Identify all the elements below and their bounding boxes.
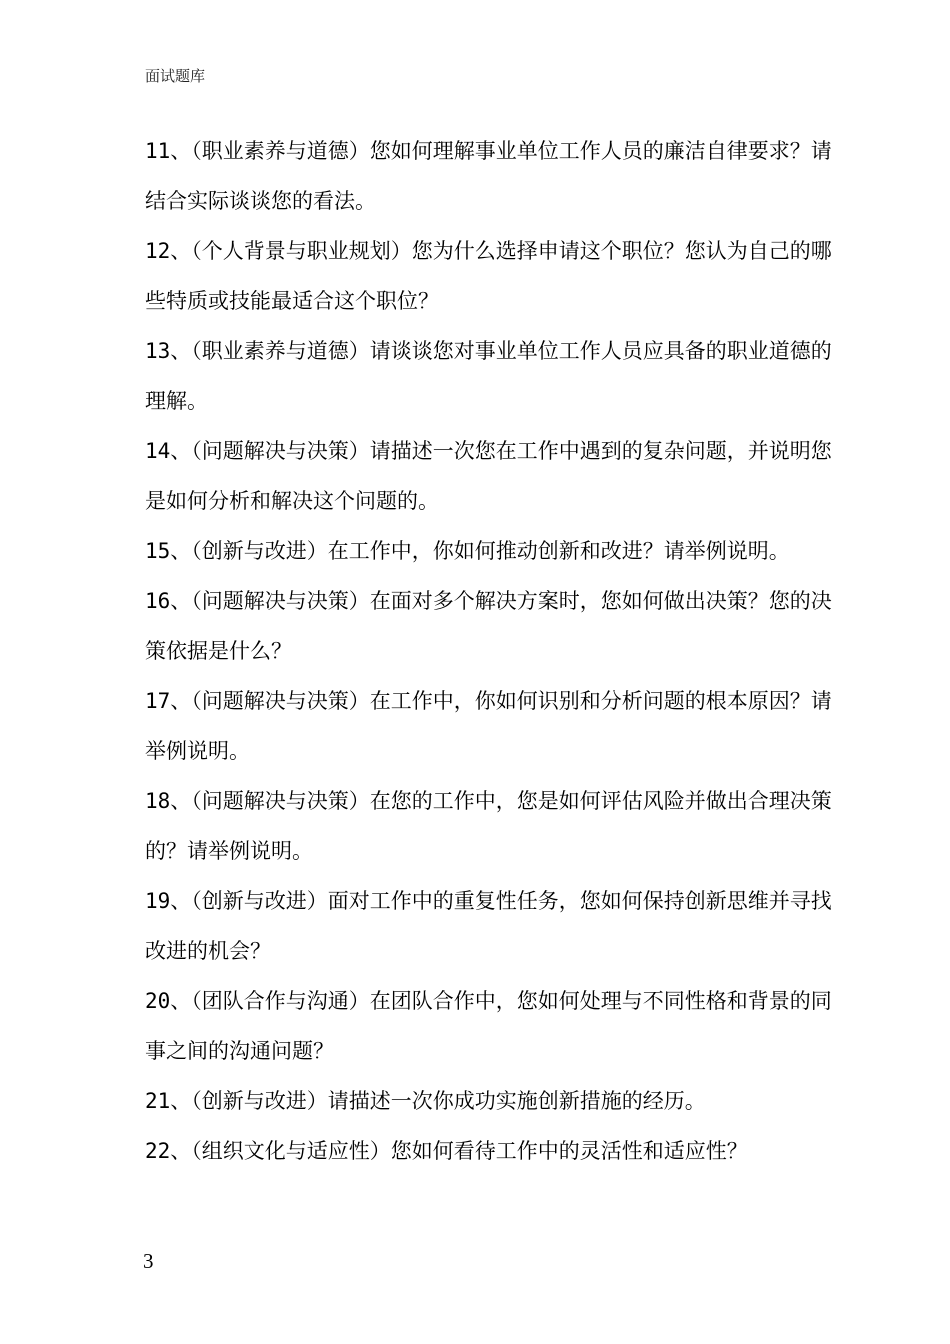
question-item-21: 21、（创新与改进）请描述一次你成功实施创新措施的经历。 [145,1089,706,1113]
question-item-22: 22、（组织文化与适应性）您如何看待工作中的灵活性和适应性？ [145,1139,748,1163]
question-item-17: 17、（问题解决与决策）在工作中，你如何识别和分析问题的根本原因？请举例说明。 [145,689,832,763]
page-header: 面试题库 [145,67,206,85]
question-item-11: 11、（职业素养与道德）您如何理解事业单位工作人员的廉洁自律要求？请结合实际谈谈您的看法。 [145,139,832,213]
question-item-14: 14、（问题解决与决策）请描述一次您在工作中遇到的复杂问题，并说明您是如何分析和解决这个问题的。 [145,439,832,513]
question-item-19: 19、（创新与改进）面对工作中的重复性任务，您如何保持创新思维并寻找改进的机会？ [145,889,832,963]
question-item-18: 18、（问题解决与决策）在您的工作中，您是如何评估风险并做出合理决策的？请举例说明。 [145,789,832,863]
page-number: 3 [143,1249,154,1273]
question-item-16: 16、（问题解决与决策）在面对多个解决方案时，您如何做出决策？您的决策依据是什么？ [145,589,832,663]
question-item-12: 12、（个人背景与职业规划）您为什么选择申请这个职位？您认为自己的哪些特质或技能最适合这个职位？ [145,239,832,313]
question-item-13: 13、（职业素养与道德）请谈谈您对事业单位工作人员应具备的职业道德的理解。 [145,339,832,413]
question-item-20: 20、（团队合作与沟通）在团队合作中，您如何处理与不同性格和背景的同事之间的沟通问题？ [145,989,832,1063]
question-list [145,126,835,1176]
question-item-15: 15、（创新与改进）在工作中，你如何推动创新和改进？请举例说明。 [145,539,790,563]
